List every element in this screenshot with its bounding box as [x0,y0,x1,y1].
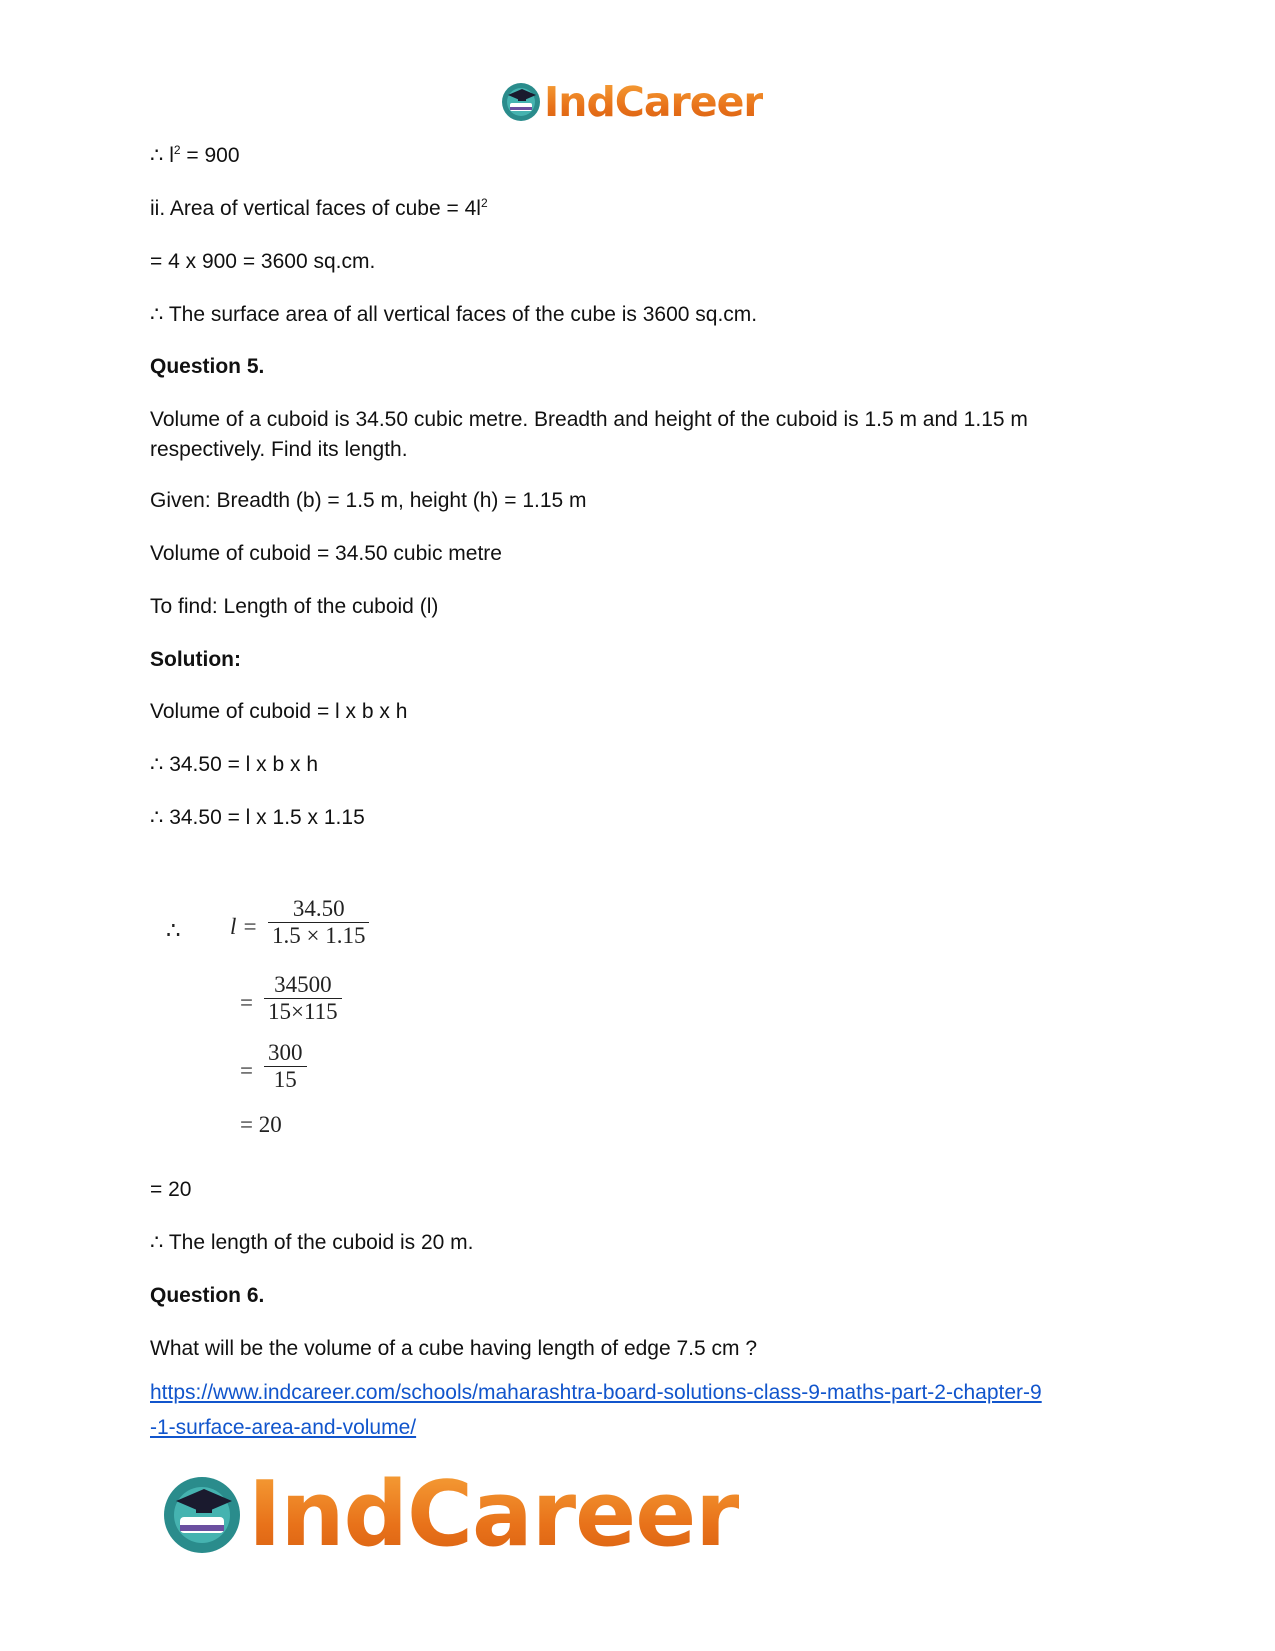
volume-given-line: Volume of cuboid = 34.50 cubic metre [150,542,502,565]
logo-wordmark: IndCareer [544,78,763,126]
given-line: Given: Breadth (b) = 1.5 m, height (h) = 1.15 m [150,489,587,512]
step-2-line: ∴ 34.50 = l x 1.5 x 1.15 [150,806,365,829]
equals-sign: = [240,990,253,1015]
source-link-line2[interactable]: -1-surface-area-and-volume/ [150,1416,417,1439]
numerator: 34.50 [292,896,345,921]
l-equals: l = [230,914,258,939]
denominator: 1.5 × 1.15 [268,922,369,949]
to-find-line: To find: Length of the cuboid (l) [150,595,439,618]
fraction-1 [268,896,369,949]
source-link-line1[interactable]: https://www.indcareer.com/schools/maharashtra-board-solutions-class-9-maths-part-2-chapter-9 [150,1381,1042,1404]
step-1-line: ∴ 34.50 = l x b x h [150,753,319,776]
question-5-text-line1: Volume of a cuboid is 34.50 cubic metre. Breadth and height of the cuboid is 1.5 m and 1.15 m [150,408,1028,431]
line-vertical-area-conclusion: ∴ The surface area of all vertical faces of the cube is 3600 sq.cm. [150,303,758,326]
superscript: 2 [173,143,181,157]
math-working-block [160,890,420,1150]
line-vertical-area-formula [150,194,488,224]
question-6-text: What will be the volume of a cube having length of edge 7.5 cm ? [150,1337,758,1360]
graduation-book-icon [160,1473,244,1557]
superscript: 2 [480,196,488,210]
solution-heading: Solution: [150,648,241,671]
denominator: 15×115 [264,998,342,1025]
denominator: 15 [264,1066,307,1093]
indcareer-logo-footer[interactable] [160,1462,739,1567]
line-vertical-area-value: = 4 x 900 = 3600 sq.cm. [150,250,376,273]
question-6-heading: Question 6. [150,1284,265,1307]
equals-20-line: = 20 [150,1178,192,1201]
fraction-3 [264,1040,307,1093]
question-5-text-line2: respectively. Find its length. [150,438,408,461]
text: ∴ l [150,144,174,167]
result: = 20 [240,1112,282,1137]
line-l-squared [150,141,240,171]
conclusion-line: ∴ The length of the cuboid is 20 m. [150,1231,474,1254]
numerator: 34500 [274,972,332,997]
logo-wordmark: IndCareer [248,1462,739,1567]
numerator: 300 [268,1040,303,1065]
equals-sign: = [240,1058,253,1083]
text: = 900 [180,144,240,167]
formula-line: Volume of cuboid = l x b x h [150,700,408,723]
question-5-heading: Question 5. [150,355,265,378]
graduation-book-icon [500,81,542,123]
text: ii. Area of vertical faces of cube = 4l [150,197,481,220]
therefore-symbol: ∴ [166,918,181,943]
indcareer-logo-header[interactable] [500,78,763,126]
fraction-2 [264,972,342,1025]
